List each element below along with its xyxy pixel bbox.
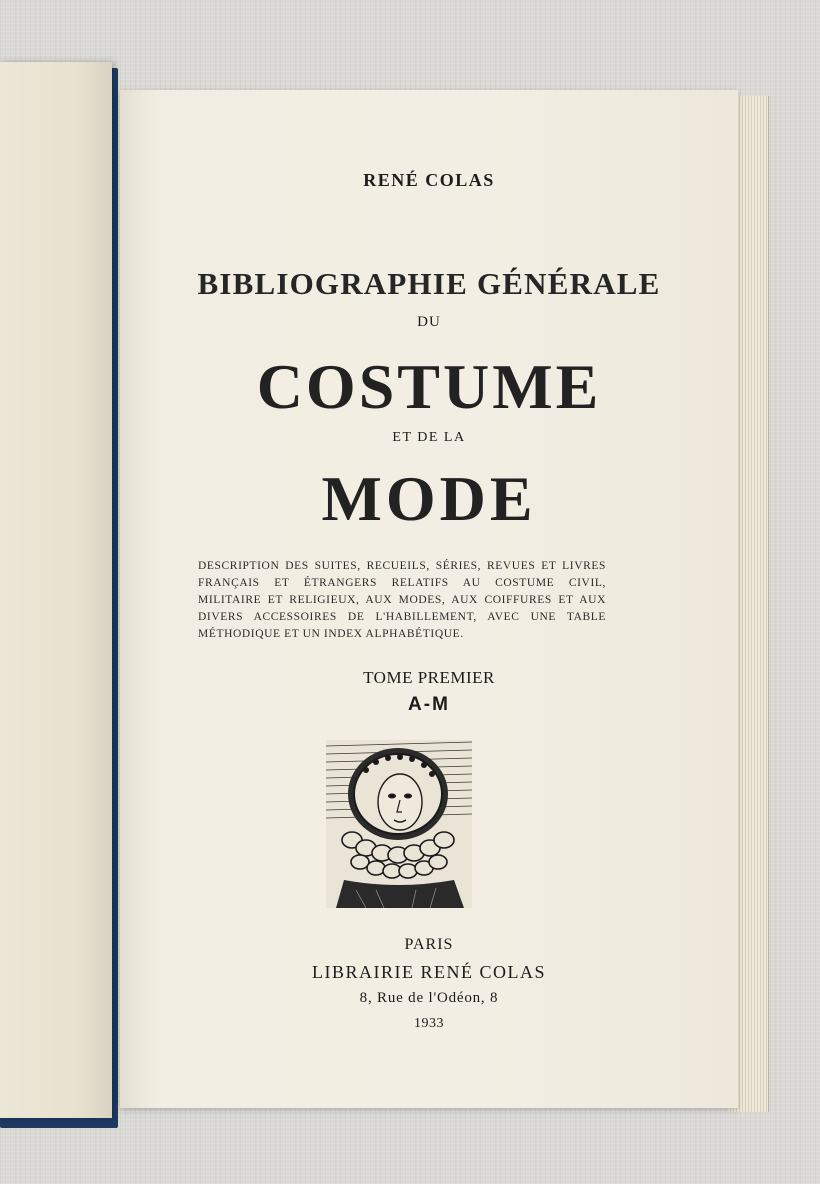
left-blank-page [0,62,112,1118]
publisher-address: 8, Rue de l'Odéon, 8 [359,990,499,1006]
title-line-mode: MODE [321,463,537,534]
author-name: RENÉ COLAS [363,170,495,190]
title-line-du: DU [417,314,441,330]
title-line-et-de-la: ET DE LA [392,430,466,445]
title-line-bibliographie: BIBLIOGRAPHIE GÉNÉRALE [197,266,661,301]
book-description: DESCRIPTION DES SUITES, RECUEILS, SÉRIES, REVUES ET LIVRES FRANÇAIS ET ÉTRANGERS RELATIFS AU COSTUME CIVIL, MILITAIRE ET RELIGIEUX, AUX MODES, AUX COIFFURES ET AUX DIVERS ACCESSOIRES DE L'HABILLEMENT, AVEC UNE TABLE MÉTHODIQUE ET UN INDEX ALPHABÉTIQUE. [198,560,606,640]
title-page [120,90,738,1108]
volume-label: TOME PREMIER [363,668,495,687]
engraved-portrait-image [326,740,472,908]
publisher-name: LIBRAIRIE RENÉ COLAS [312,962,546,982]
volume-range: A-M [408,694,450,715]
publication-year: 1933 [414,1016,444,1031]
imprint-city: PARIS [404,936,454,953]
title-line-costume: COSTUME [256,351,602,422]
